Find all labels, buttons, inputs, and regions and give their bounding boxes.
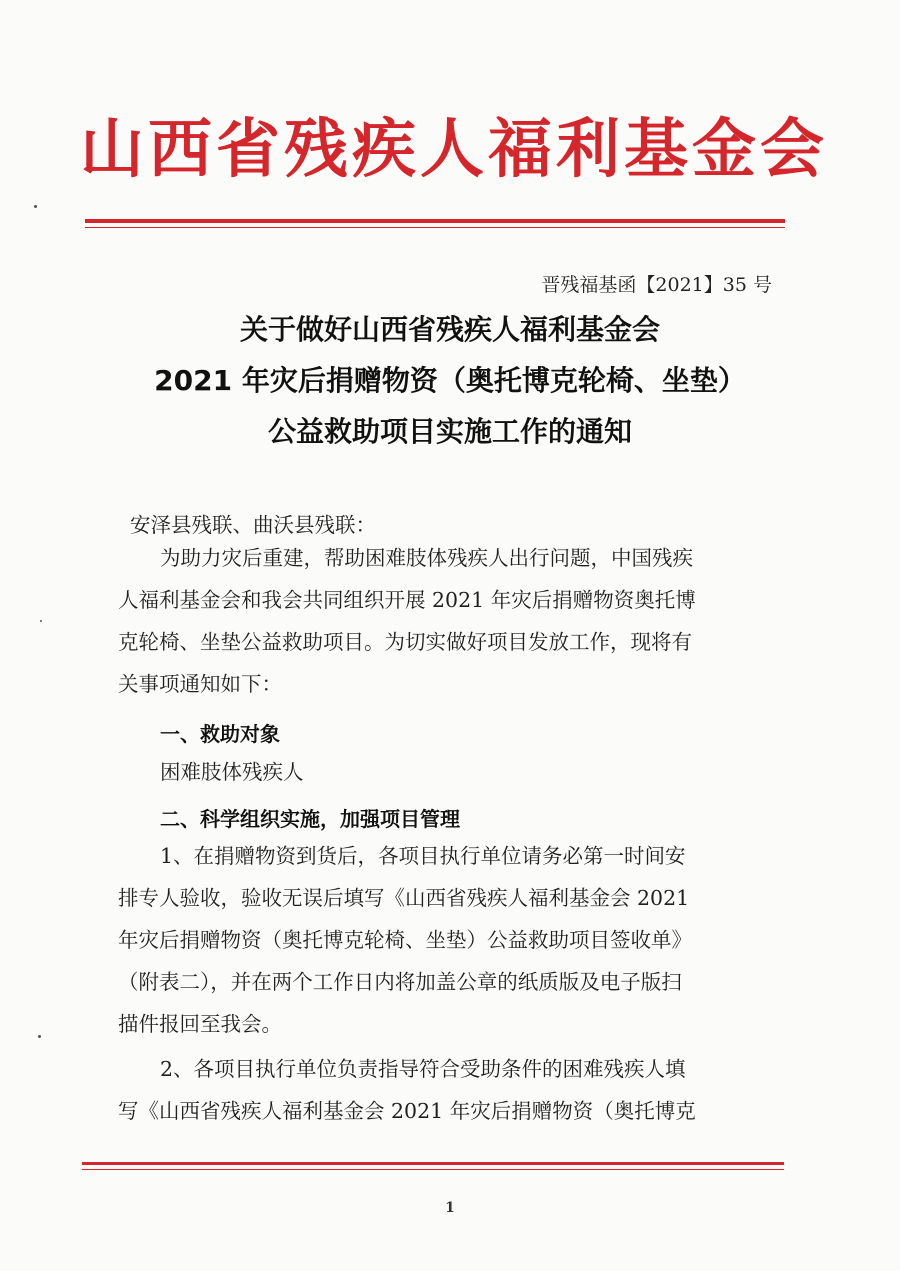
section-1-heading: 一、救助对象 [160,722,280,746]
scan-speck [34,205,37,208]
section-2-heading: 二、科学组织实施，加强项目管理 [160,807,460,831]
intro-line-4: 关事项通知如下： [118,672,282,696]
title-line-1: 关于做好山西省残疾人福利基金会 [239,313,660,346]
title-line-2: 2021 年灾后捐赠物资（奥托博克轮椅、坐垫） [154,364,746,397]
item-1-line-3: 年灾后捐赠物资（奥托博克轮椅、坐垫）公益救助项目签收单》 [118,928,692,952]
page-number: 1 [445,1200,455,1216]
item-2-line-1: 2、各项目执行单位负责指导符合受助条件的困难残疾人填 [160,1057,686,1081]
section-1-content: 困难肢体残疾人 [160,760,304,784]
title-line-3: 公益救助项目实施工作的通知 [267,415,632,448]
footer-rule-thick [82,1162,784,1165]
salutation: 安泽县残联、曲沃县残联： [130,513,376,537]
item-2-line-2: 写《山西省残疾人福利基金会 2021 年灾后捐赠物资（奥托博克 [118,1099,696,1123]
header-rule-thick [85,219,785,223]
intro-line-2: 人福利基金会和我会共同组织开展 2021 年灾后捐赠物资奥托博 [118,588,696,612]
item-1-line-4: （附表二），并在两个工作日内将加盖公章的纸质版及电子版扫 [118,970,682,994]
document-number: 晋残福基函【2021】35 号 [541,274,772,296]
intro-line-3: 克轮椅、坐垫公益救助项目。为切实做好项目发放工作，现将有 [118,630,692,654]
header-rule-thin [85,227,785,228]
scan-speck [40,620,42,622]
scan-speck [38,1035,41,1038]
item-1-line-1: 1、在捐赠物资到货后，各项目执行单位请务必第一时间安 [160,844,686,868]
organization-header: 山西省残疾人福利基金会 [80,112,828,187]
item-1-line-2: 排专人验收，验收无误后填写《山西省残疾人福利基金会 2021 [118,886,690,910]
intro-line-1: 为助力灾后重建，帮助困难肢体残疾人出行问题，中国残疾 [160,546,693,570]
item-1-line-5: 描件报回至我会。 [118,1012,282,1036]
footer-rule-thin [82,1169,784,1170]
